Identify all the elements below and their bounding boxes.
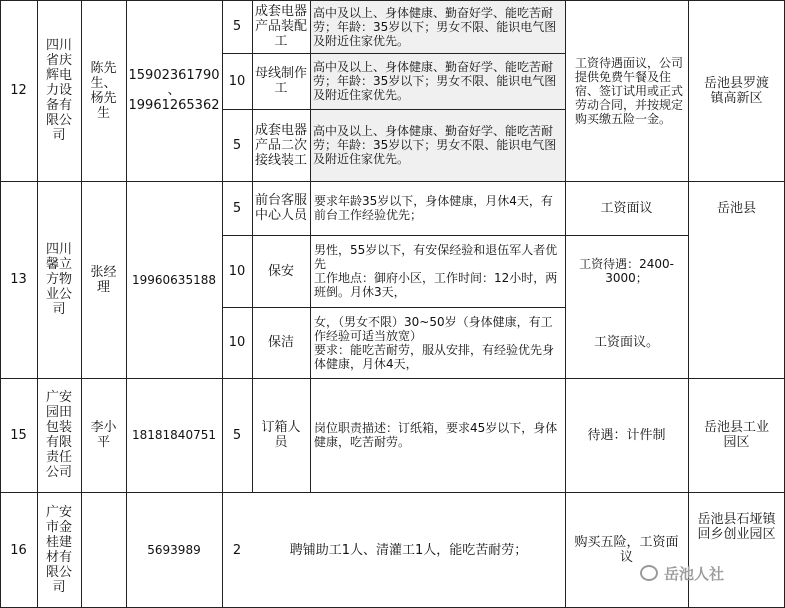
phone-number: 19961265362 [128, 98, 220, 113]
phone-number: 19960635188 [132, 272, 216, 287]
job-title: 订箱人员 [261, 420, 301, 450]
watermark [640, 558, 780, 588]
company-name: 广安园田包装有限责任公司 [45, 390, 72, 480]
job-title: 成套电器产品二次接线装工 [254, 122, 307, 168]
contact-person: 张经理 [90, 264, 117, 295]
salary-benefits: 工资待遇：2400-3000； [579, 257, 674, 285]
job-count: 10 [228, 73, 246, 89]
job-requirements: 高中及以上、身体健康、勤奋好学、能吃苦耐劳；年龄：35岁以下；男女不限、能识电气图及附近住家优先。 [310, 53, 565, 109]
phone-number: 18181840751 [132, 428, 216, 442]
job-count: 10 [228, 335, 246, 350]
work-location: 岳池县罗渡镇高新区 [703, 75, 769, 106]
work-location: 岳池县 [716, 200, 756, 216]
job-count: 2 [232, 542, 242, 558]
contact-person [81, 492, 126, 608]
job-title: 保洁 [267, 335, 294, 350]
row-no: 12 [10, 83, 27, 98]
job-requirements: 岗位职责描述：订纸箱，要求45岁以下，身体健康，吃苦耐劳。 [314, 421, 558, 449]
job-requirements: 高中及以上、身体健康、勤奋好学、能吃苦耐劳；年龄：35岁以下；男女不限、能识电气图及附近住家优先。 [310, 0, 565, 53]
work-location: 岳池县工业园区 [703, 420, 769, 450]
phone-number: 5693989 [147, 543, 201, 557]
row-no: 13 [10, 272, 27, 287]
wechat-icon [640, 565, 658, 581]
company-name: 广安市金桂建材有限公司 [45, 505, 72, 595]
job-count: 10 [228, 263, 246, 279]
row-no: 15 [10, 427, 27, 443]
job-requirements: 男性，55岁以下，有安保经验和退伍军人者优先 工作地点：御府小区，工作时间：12小时，两班倒。月休3天， [314, 243, 558, 299]
job-count: 5 [232, 137, 242, 153]
job-requirements: 女，（男女不限）30~50岁（身体健康，有工作经验可适当放宽） 要求：能吃苦耐劳，服从安排，有经验优先身体健康，月休4天， [314, 314, 555, 371]
phone-cell [126, 0, 222, 181]
phone-number: 15902361790 [128, 68, 220, 83]
job-title: 成套电器产品装配工 [254, 4, 307, 49]
salary-benefits: 工资面议。 [593, 335, 659, 350]
work-location: 岳池县石垭镇回乡创业园区 [697, 512, 776, 542]
salary-benefits: 工资待遇面议，公司提供免费午餐及住宿、签订试用或正式劳动合同，并按规定购买缴五险一金。 [575, 55, 684, 126]
job-requirements: 聘铺助工1人、清灌工1人，能吃苦耐劳； [289, 542, 528, 558]
job-requirements: 高中及以上、身体健康、勤奋好学、能吃苦耐劳；年龄：35岁以下；男女不限、能识电气图及附近住家优先。 [310, 109, 565, 181]
watermark-text: 岳池人社 [664, 564, 725, 583]
job-title: 前台客服中心人员 [254, 193, 307, 223]
contact-person: 陈先生、杨先生 [90, 60, 117, 121]
row-no: 16 [10, 542, 27, 558]
phone-separator: 、 [167, 83, 181, 98]
job-count: 5 [232, 200, 242, 216]
company-name: 四川馨立方物业公司 [45, 242, 72, 317]
job-count: 5 [232, 427, 242, 443]
salary-benefits: 待遇：计件制 [587, 427, 666, 443]
job-title: 母线制作工 [254, 66, 307, 96]
company-name: 四川省庆辉电力设备有限公司 [45, 38, 72, 143]
salary-benefits: 工资面议 [600, 200, 653, 216]
job-requirements: 要求年龄35岁以下，身体健康，月休4天，有前台工作经验优先； [314, 194, 553, 222]
salary-benefits: 购买五险，工资面议 [574, 535, 679, 565]
job-count: 5 [232, 19, 242, 34]
contact-person: 李小平 [90, 420, 117, 450]
job-title: 保安 [267, 263, 294, 279]
